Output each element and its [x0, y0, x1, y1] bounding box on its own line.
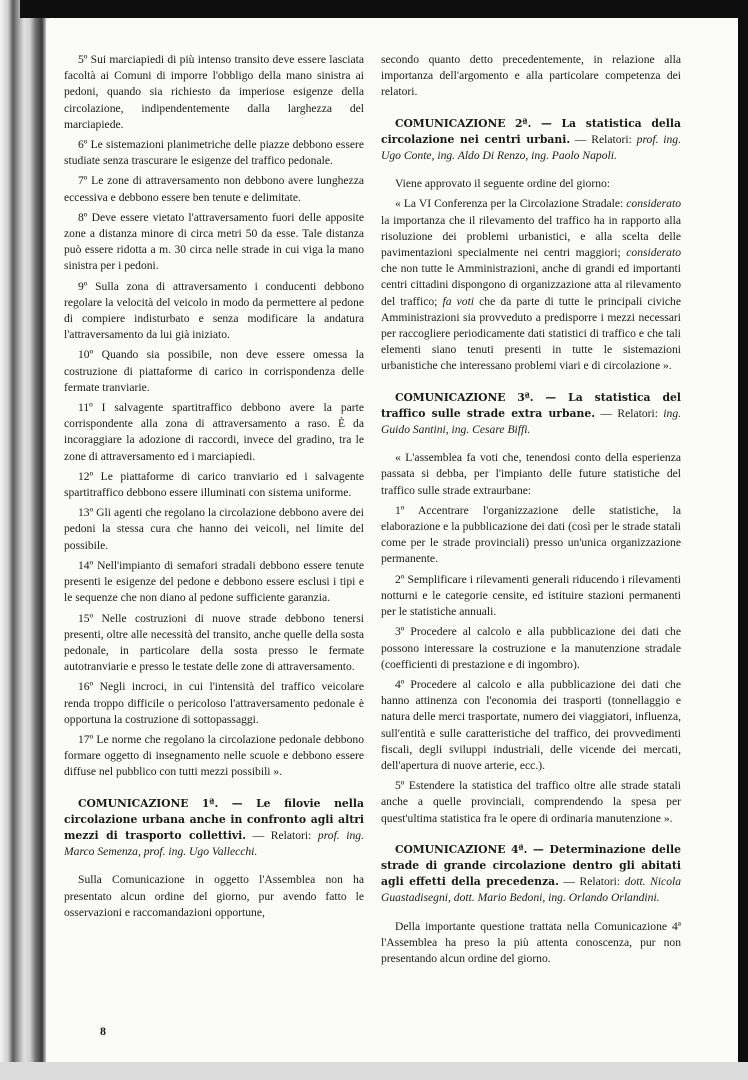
list-item-16: 16º Negli incroci, in cui l'intensità del traffico veicolare renda troppo difficile o pericoloso l'attraversamento pedonale è opportuna la costruzione di sottopassaggi. [64, 680, 364, 726]
order-of-day-2: « La VI Conferenza per la Circolazione Stradale: considerato la importanza che il rilevamento del traffico ha in rapporto alla risoluzione dei problemi urbanistici, e alla scelta delle pavimentazioni specialmente nei centri maggiori; considerato che non tutte le Amministrazioni, anche di grandi ed importanti centri cittadini dispongono di organizzazione atta al rilevamento del traffico; fa voti che da parte di tutte le principali civiche Amministrazioni sia provveduto a predisporre i mezzi necessari per raccogliere periodicamente dati statistici di traffico e che tali elementi siano tenuti presenti in tutte le sistemazioni urbanistiche che interessano problemi viari e di circolazione ». [381, 197, 681, 373]
list-item-5: 5º Sui marciapiedi di più intenso transito deve essere lasciata facoltà ai Comuni di imporre l'obbligo della mano sinistra ai pedoni, quando sia richiesto da imperiose esigenze della circolazione, indipendentemente dalla larghezza del marciapiede. [64, 53, 364, 131]
section-heading-comunicazione-3: COMUNICAZIONE 3ª. — La statistica del traffico sulle strade extra urbane. — Relatori: ing. Guido Santini, ing. Cesare Biffi. [381, 390, 682, 437]
book-binding-edge [0, 0, 46, 1080]
list-item-17: 17º Le norme che regolano la circolazione pedonale debbono formare oggetto di insegnamento nelle scuole e debbono essere diffuse nel pubblico con tutti mezzi possibili ». [64, 732, 364, 779]
comunicazione-1-body: Sulla Comunicazione in oggetto l'Assemblea non ha presentato alcun ordine del giorno, pur avendo fatto le osservazioni e raccomandazioni opportune, [64, 873, 364, 919]
order-3-item-4: 4º Procedere al calcolo e alla pubblicazione dei dati che hanno attinenza con l'economia dei trasporti (tonnellaggio e natura delle merci trasportate, numero dei viaggiatori, influenza, sull'entità e sulle caratteristiche del traffico, dei provvedimenti fiscali, degli sviluppi industriali, delle vicende dei mercati, dell'apertura di nuove arterie, ecc.). [381, 677, 681, 772]
list-item-12: 12º Le piattaforme di carico tranviario ed i salvagente spartitraffico debbono essere illuminati con sistema uniforme. [64, 469, 364, 500]
list-item-11: 11º I salvagente spartitraffico debbono avere la parte corrispondente alla zona di attraversamento a raso. È da incoraggiare la adozione di raccordi, invece del gradino, tra le zone di attraversamento ed i marciapiedi. [64, 401, 364, 463]
list-item-6: 6º Le sistemazioni planimetriche delle piazze debbono essere studiate senza trascurare le esigenze del traffico pedonale. [64, 138, 364, 168]
section-heading-comunicazione-4: COMUNICAZIONE 4ª. — Determinazione delle strade di grande circolazione dentro gli abitati agli effetti della precedenza. — Relatori: dott. Nicola Guastadisegni, dott. Mario Bedoni, ing. Orlando Orlandini. [381, 842, 682, 905]
list-item-7: 7º Le zone di attraversamento non debbono avere lunghezza eccessiva e debbono essere ben tenute e delimitate. [64, 174, 364, 204]
approval-intro: Viene approvato il seguente ordine del giorno: [395, 177, 611, 191]
order-of-day-3-intro: « L'assemblea fa voti che, tenendosi conto della esperienza passata si debba, per l'impianto delle future statistiche del traffico sulle strade extraurbane: [381, 451, 681, 497]
section-heading-comunicazione-1: COMUNICAZIONE 1ª. — Le filovie nella circolazione urbana anche in confronto agli altri mezzi di trasporto collettivi. — Relatori: prof. ing. Marco Semenza, prof. ing. Ugo Vallecchi. [64, 796, 365, 859]
section-heading-comunicazione-2: COMUNICAZIONE 2ª. — La statistica della circolazione nei centri urbani. — Relatori: prof. ing. Ugo Conte, ing. Aldo Di Renzo, ing. Paolo Napoli. [381, 116, 681, 163]
left-column [64, 52, 364, 925]
list-item-15: 15º Nelle costruzioni di nuove strade debbono tenersi presenti, oltre alle necessità del transito, anche quelle della sosta pedonale, in particolare della sosta presso le fermate autotranviarie e presso le testate delle zone di attraversamento. [64, 611, 364, 674]
order-3-item-2: 2º Semplificare i rilevamenti generali riducendo i rilevamenti notturni e le categorie censite, ed istituire stazioni permanenti per le statistiche annuali. [381, 572, 681, 619]
comunicazione-4-body: Della importante questione trattata nella Comunicazione 4ª l'Assemblea ha preso la più attenta conoscenza, pur non presentando alcun ordine del giorno. [381, 919, 681, 965]
list-item-13: 13º Gli agenti che regolano la circolazione debbono avere dei pedoni la stessa cura che hanno dei veicoli, nel limite del possibile. [64, 506, 364, 552]
continuation-paragraph: secondo quanto detto precedentemente, in relazione alla importanza dell'argomento e alla particolare competenza dei relatori. [381, 53, 681, 99]
list-item-8: 8º Deve essere vietato l'attraversamento fuori delle apposite zone a distanza minore di circa metri 50 da esse. Tale distanza può essere ridotta a m. 30 circa nelle strade in cui viga la mano sinistra per i pedoni. [64, 210, 364, 273]
right-column [381, 52, 681, 971]
list-item-9: 9º Sulla zona di attraversamento i conducenti debbono regolare la velocità del veicolo in modo da permettere al pedone di compiere indisturbato e senza modificare la andatura l'attraversamento da lui già iniziato. [64, 279, 364, 342]
scan-right-border [738, 18, 748, 1062]
order-3-item-1: 1º Accentrare l'organizzazione delle statistiche, la elaborazione e la pubblicazione dei dati (così per le strade statali come per le strade provinciali) presso un'unica organizzazione permanente. [381, 503, 681, 566]
order-3-item-3: 3º Procedere al calcolo e alla pubblicazione dei dati che possono interessare la costruzione e la manutenzione stradale (coefficienti di prestazione e di ingombro). [381, 625, 681, 671]
order-3-item-5: 5º Estendere la statistica del traffico oltre alle strade statali anche a quelle provinciali, comprendendo la spesa per quest'ultima statistica fra le opere di ordinaria manutenzione ». [381, 779, 681, 825]
list-item-14: 14º Nell'impianto di semafori stradali debbono essere tenute presenti le esigenze del pedone e debbono essere esclusi i tipi e le sequenze che non diano al pedone sufficiente garanzia. [64, 558, 364, 605]
list-item-10: 10º Quando sia possibile, non deve essere omessa la costruzione di piattaforme di carico in corrispondenza delle fermate tranviarie. [64, 348, 364, 394]
scan-bottom-margin [0, 1062, 748, 1080]
page-number: 8 [100, 1024, 106, 1038]
